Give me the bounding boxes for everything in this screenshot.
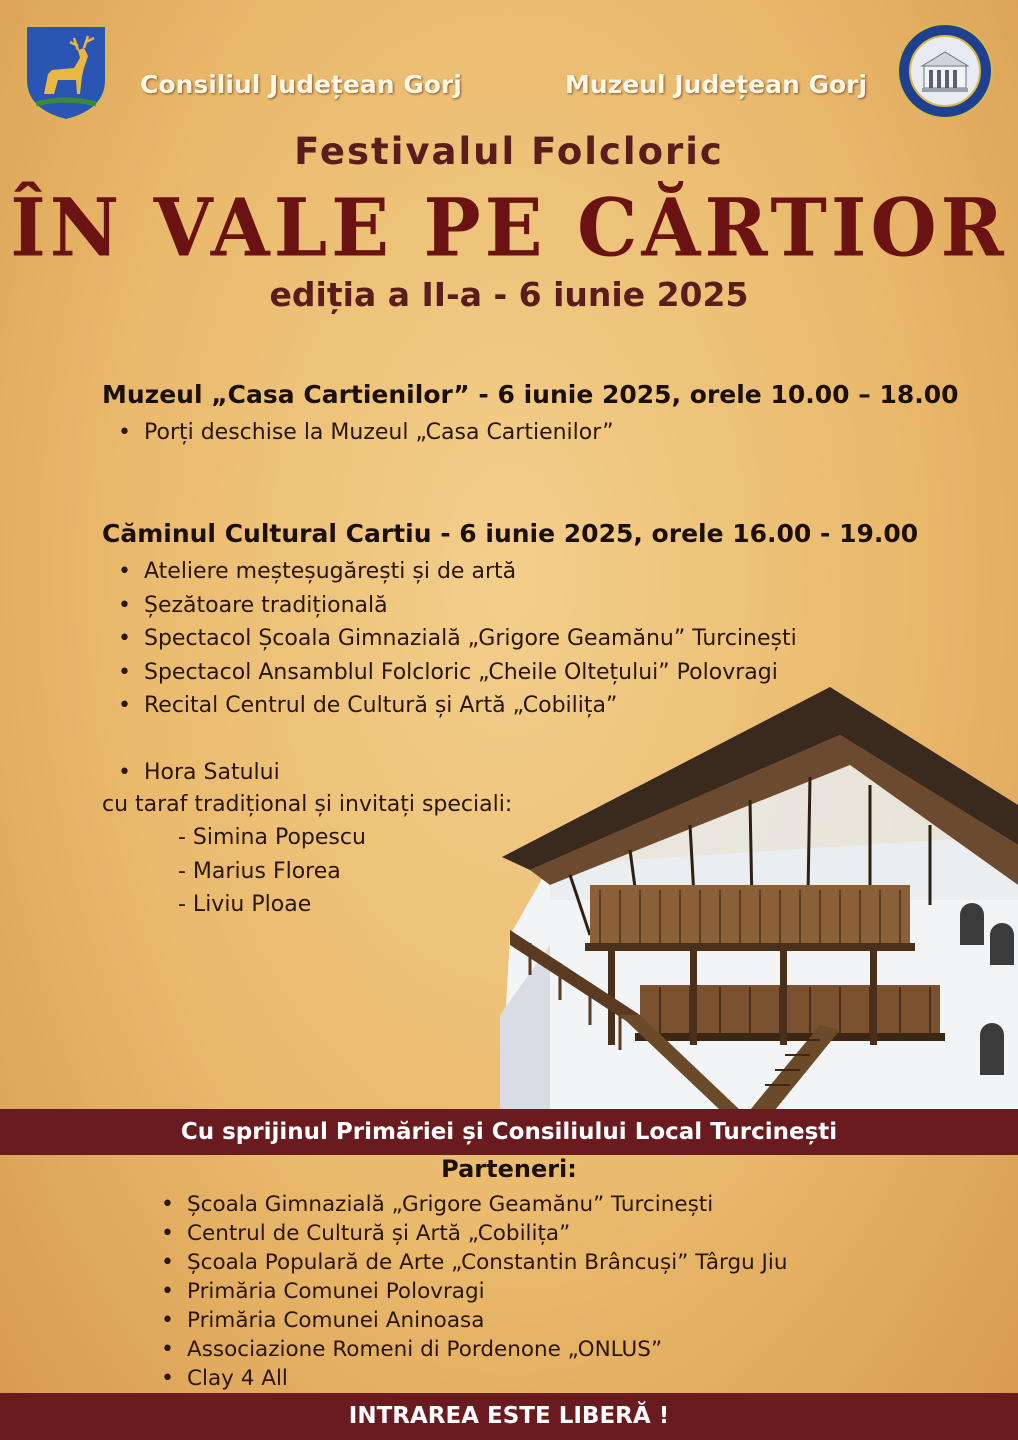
partner-item: • Primăria Comunei Aninoasa — [145, 1306, 788, 1335]
hora-list — [102, 756, 280, 790]
list-item: • Ateliere meșteșugărești și de artă — [102, 555, 797, 589]
list-item: • Spectacol Școala Gimnazială „Grigore Geamănu” Turcinești — [102, 622, 797, 656]
guest-name: - Simina Popescu — [178, 825, 366, 850]
festival-label: Festivalul Folcloric — [294, 130, 724, 173]
guest-name: - Marius Florea — [178, 859, 341, 884]
edition-date: ediția a II-a - 6 iunie 2025 — [269, 275, 749, 314]
list-item: • Recital Centrul de Cultură și Artă „Cobilița” — [102, 689, 797, 723]
section-cultural-title: Căminul Cultural Cartiu - 6 iunie 2025, orele 16.00 - 19.00 — [102, 519, 919, 548]
free-entry-banner: INTRAREA ESTE LIBERĂ ! — [0, 1393, 1018, 1440]
support-banner: Cu sprijinul Primăriei și Consiliului Local Turcinești — [0, 1109, 1018, 1155]
list-item: • Hora Satului — [102, 756, 280, 790]
deer-crest-icon — [22, 22, 110, 122]
partners-title: Parteneri: — [441, 1155, 577, 1183]
traditional-wooden-house-image — [490, 685, 1018, 1110]
organizer-right: Muzeul Județean Gorj — [565, 70, 868, 99]
list-item: • Șezătoare tradițională — [102, 589, 797, 623]
partner-item: • Clay 4 All — [145, 1364, 788, 1393]
partner-item: • Primăria Comunei Polovragi — [145, 1277, 788, 1306]
museum-seal-icon — [896, 22, 994, 120]
section-museum-list — [102, 416, 614, 450]
festival-title: ÎN VALE PE CĂRTIOR — [10, 180, 1008, 275]
partner-item: • Associazione Romeni di Pordenone „ONLUS” — [145, 1335, 788, 1364]
hora-note: cu taraf tradițional și invitați speciali: — [102, 792, 513, 817]
list-item: • Spectacol Ansamblul Folcloric „Cheile Oltețului” Polovragi — [102, 656, 797, 690]
organizer-left: Consiliul Județean Gorj — [140, 70, 462, 99]
partner-item: • Centrul de Cultură și Artă „Cobilița” — [145, 1219, 788, 1248]
partner-item: • Școala Populară de Arte „Constantin Brâncuși” Târgu Jiu — [145, 1248, 788, 1277]
guest-name: - Liviu Ploae — [178, 892, 312, 917]
partners-list — [145, 1190, 788, 1393]
list-item: • Porți deschise la Muzeul „Casa Cartienilor” — [102, 416, 614, 450]
section-museum-title: Muzeul „Casa Cartienilor” - 6 iunie 2025, orele 10.00 – 18.00 — [102, 380, 959, 409]
partner-item: • Școala Gimnazială „Grigore Geamănu” Turcinești — [145, 1190, 788, 1219]
